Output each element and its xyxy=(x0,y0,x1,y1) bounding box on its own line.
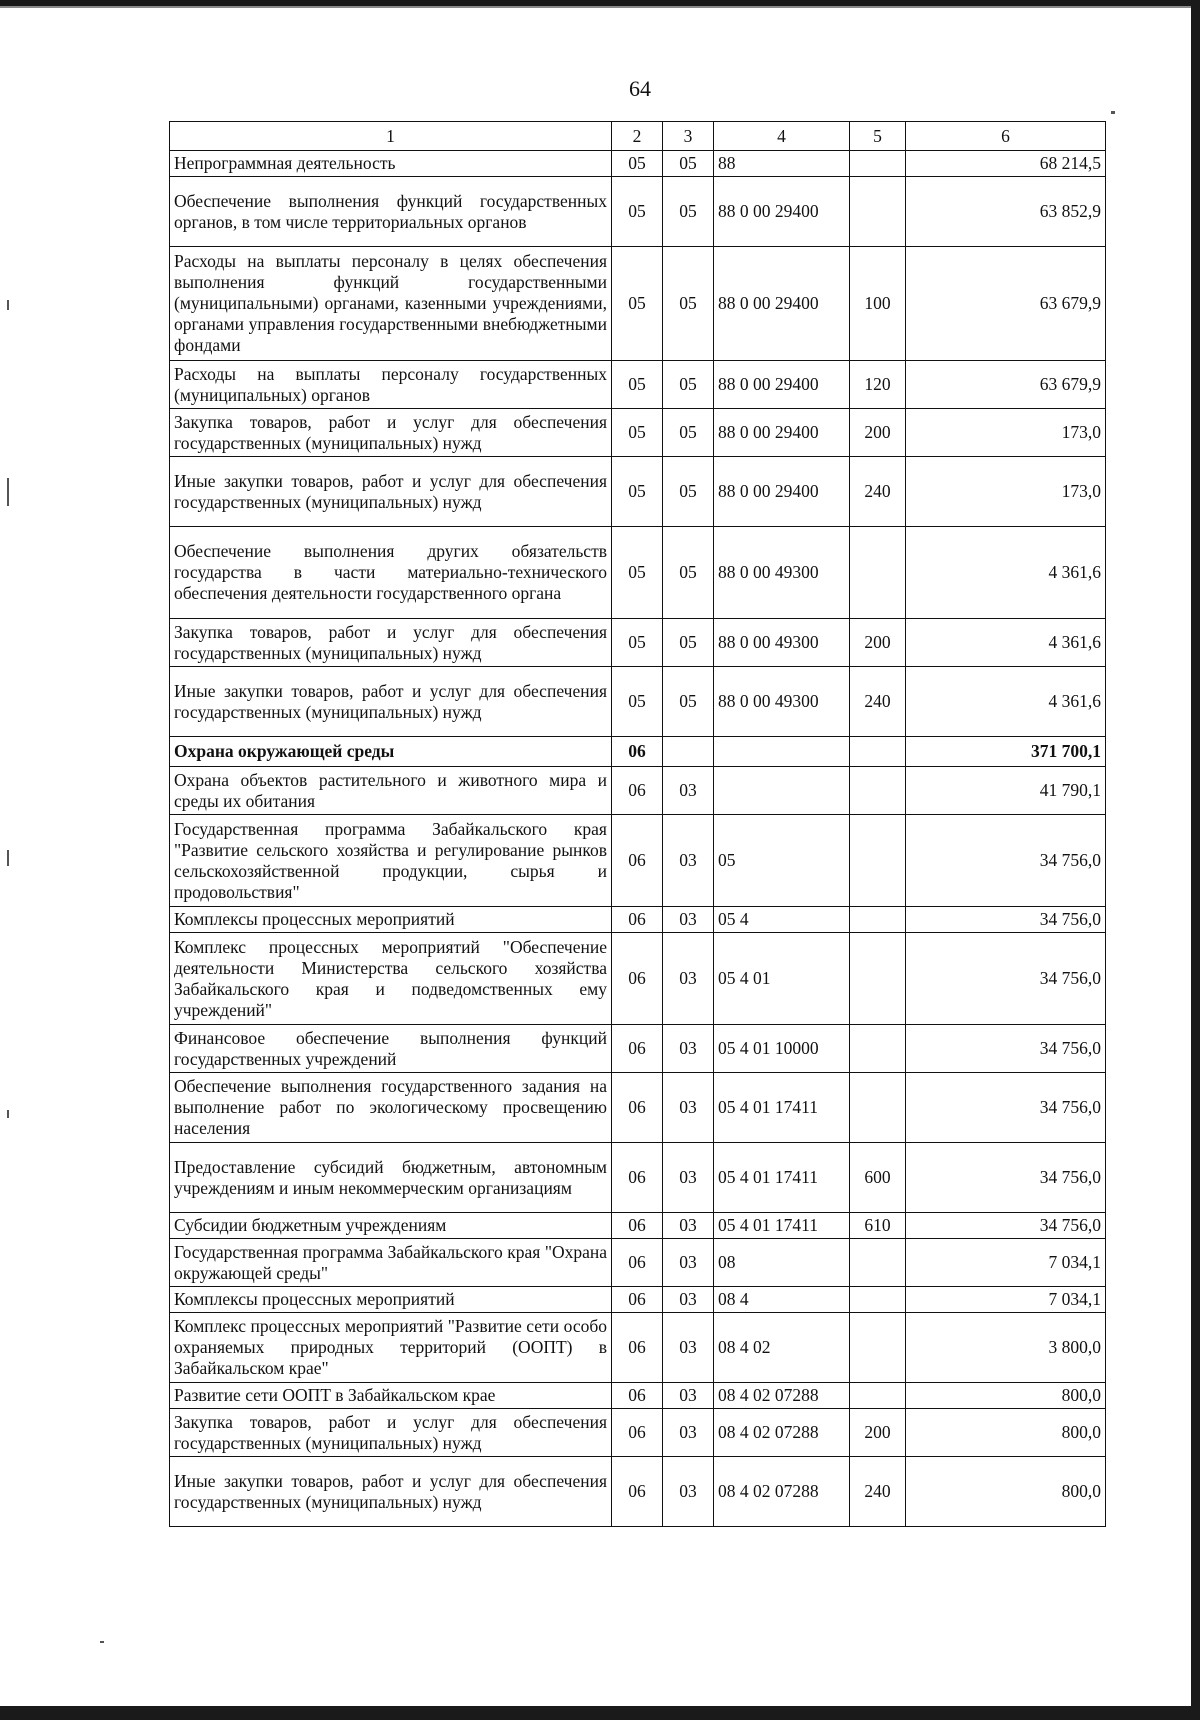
cell-section: 05 xyxy=(612,361,663,409)
cell-target-article: 08 xyxy=(714,1239,850,1287)
cell-amount: 4 361,6 xyxy=(906,619,1106,667)
cell-amount: 7 034,1 xyxy=(906,1239,1106,1287)
cell-amount: 68 214,5 xyxy=(906,151,1106,177)
table-row xyxy=(170,1239,1106,1287)
cell-name: Государственная программа Забайкальского края "Охрана окружающей среды" xyxy=(170,1239,612,1287)
table-row xyxy=(170,1457,1106,1527)
cell-section: 06 xyxy=(612,933,663,1025)
cell-amount: 34 756,0 xyxy=(906,933,1106,1025)
cell-name: Охрана окружающей среды xyxy=(170,737,612,767)
cell-amount: 371 700,1 xyxy=(906,737,1106,767)
cell-target-article: 08 4 xyxy=(714,1287,850,1313)
cell-section: 05 xyxy=(612,151,663,177)
cell-expense-type: 240 xyxy=(850,1457,906,1527)
cell-section: 06 xyxy=(612,1143,663,1213)
cell-subsection: 03 xyxy=(663,1409,714,1457)
cell-subsection: 03 xyxy=(663,1457,714,1527)
cell-section: 06 xyxy=(612,1213,663,1239)
cell-name: Финансовое обеспечение выполнения функций государственных учреждений xyxy=(170,1025,612,1073)
cell-expense-type xyxy=(850,1313,906,1383)
cell-expense-type xyxy=(850,1025,906,1073)
cell-name: Иные закупки товаров, работ и услуг для обеспечения государственных (муниципальных) нужд xyxy=(170,667,612,737)
cell-section: 06 xyxy=(612,907,663,933)
cell-expense-type xyxy=(850,933,906,1025)
cell-target-article: 88 0 00 29400 xyxy=(714,247,850,361)
cell-section: 06 xyxy=(612,1409,663,1457)
cell-target-article: 08 4 02 07288 xyxy=(714,1383,850,1409)
cell-target-article: 88 xyxy=(714,151,850,177)
cell-amount: 63 679,9 xyxy=(906,247,1106,361)
cell-section: 06 xyxy=(612,815,663,907)
cell-expense-type xyxy=(850,767,906,815)
cell-amount: 173,0 xyxy=(906,457,1106,527)
cell-expense-type xyxy=(850,1239,906,1287)
cell-subsection: 05 xyxy=(663,667,714,737)
table-row xyxy=(170,151,1106,177)
table-row xyxy=(170,933,1106,1025)
cell-section: 05 xyxy=(612,177,663,247)
cell-subsection: 05 xyxy=(663,177,714,247)
table-row xyxy=(170,1287,1106,1313)
cell-subsection: 03 xyxy=(663,1383,714,1409)
cell-subsection: 05 xyxy=(663,409,714,457)
cell-section: 06 xyxy=(612,1457,663,1527)
cell-amount: 4 361,6 xyxy=(906,527,1106,619)
table-row xyxy=(170,1143,1106,1213)
cell-amount: 63 852,9 xyxy=(906,177,1106,247)
cell-target-article: 88 0 00 49300 xyxy=(714,527,850,619)
cell-name: Комплексы процессных мероприятий xyxy=(170,1287,612,1313)
cell-expense-type xyxy=(850,1073,906,1143)
cell-name: Государственная программа Забайкальского края "Развитие сельского хозяйства и регулирование рынков сельскохозяйственной продукции, сырья и продовольствия" xyxy=(170,815,612,907)
cell-subsection xyxy=(663,737,714,767)
cell-expense-type: 240 xyxy=(850,457,906,527)
cell-subsection: 05 xyxy=(663,151,714,177)
cell-expense-type xyxy=(850,737,906,767)
column-header: 3 xyxy=(663,122,714,151)
cell-subsection: 05 xyxy=(663,457,714,527)
cell-name: Иные закупки товаров, работ и услуг для обеспечения государственных (муниципальных) нужд xyxy=(170,1457,612,1527)
cell-section: 05 xyxy=(612,457,663,527)
cell-name: Обеспечение выполнения других обязательств государства в части материально-технического обеспечения деятельности государственного органа xyxy=(170,527,612,619)
cell-section: 05 xyxy=(612,247,663,361)
cell-name: Закупка товаров, работ и услуг для обеспечения государственных (муниципальных) нужд xyxy=(170,619,612,667)
cell-name: Развитие сети ООПТ в Забайкальском крае xyxy=(170,1383,612,1409)
cell-subsection: 03 xyxy=(663,1239,714,1287)
cell-subsection: 05 xyxy=(663,361,714,409)
cell-expense-type: 600 xyxy=(850,1143,906,1213)
cell-expense-type xyxy=(850,177,906,247)
cell-name: Комплекс процессных мероприятий "Развитие сети особо охраняемых природных территорий (ООПТ) в Забайкальском крае" xyxy=(170,1313,612,1383)
cell-subsection: 03 xyxy=(663,907,714,933)
cell-section: 06 xyxy=(612,767,663,815)
cell-target-article: 05 xyxy=(714,815,850,907)
table-row xyxy=(170,1213,1106,1239)
cell-section: 06 xyxy=(612,1287,663,1313)
cell-name: Обеспечение выполнения государственного задания на выполнение работ по экологическому просвещению населения xyxy=(170,1073,612,1143)
cell-name: Иные закупки товаров, работ и услуг для обеспечения государственных (муниципальных) нужд xyxy=(170,457,612,527)
cell-name: Комплекс процессных мероприятий "Обеспечение деятельности Министерства сельского хозяйства Забайкальского края и подведомственных ему учреждений" xyxy=(170,933,612,1025)
cell-target-article: 05 4 01 10000 xyxy=(714,1025,850,1073)
cell-expense-type: 240 xyxy=(850,667,906,737)
table-row xyxy=(170,409,1106,457)
scan-speck xyxy=(7,478,9,506)
cell-section: 06 xyxy=(612,1383,663,1409)
cell-target-article: 88 0 00 29400 xyxy=(714,457,850,527)
cell-expense-type xyxy=(850,1287,906,1313)
cell-amount: 34 756,0 xyxy=(906,1213,1106,1239)
cell-name: Закупка товаров, работ и услуг для обеспечения государственных (муниципальных) нужд xyxy=(170,1409,612,1457)
scan-edge-right xyxy=(1191,0,1200,1720)
column-header: 4 xyxy=(714,122,850,151)
scan-speck xyxy=(7,300,9,310)
column-header: 1 xyxy=(170,122,612,151)
table-row xyxy=(170,619,1106,667)
cell-name: Субсидии бюджетным учреждениям xyxy=(170,1213,612,1239)
cell-expense-type xyxy=(850,1383,906,1409)
cell-amount: 34 756,0 xyxy=(906,907,1106,933)
table-row xyxy=(170,527,1106,619)
cell-target-article: 05 4 01 xyxy=(714,933,850,1025)
table-row xyxy=(170,907,1106,933)
cell-name: Расходы на выплаты персоналу государственных (муниципальных) органов xyxy=(170,361,612,409)
table-row xyxy=(170,667,1106,737)
cell-expense-type xyxy=(850,907,906,933)
cell-target-article: 88 0 00 49300 xyxy=(714,619,850,667)
scan-speck xyxy=(7,1110,9,1118)
table-row xyxy=(170,1409,1106,1457)
cell-subsection: 05 xyxy=(663,619,714,667)
cell-subsection: 03 xyxy=(663,1287,714,1313)
cell-subsection: 03 xyxy=(663,933,714,1025)
table-row xyxy=(170,767,1106,815)
cell-amount: 4 361,6 xyxy=(906,667,1106,737)
column-header: 6 xyxy=(906,122,1106,151)
table-row xyxy=(170,1383,1106,1409)
cell-target-article: 05 4 01 17411 xyxy=(714,1143,850,1213)
cell-expense-type xyxy=(850,151,906,177)
table-row xyxy=(170,457,1106,527)
cell-target-article: 88 0 00 49300 xyxy=(714,667,850,737)
scan-speck xyxy=(1111,111,1115,114)
table-row xyxy=(170,1313,1106,1383)
table-header-row xyxy=(170,122,1106,151)
scan-speck xyxy=(7,850,9,866)
cell-expense-type: 200 xyxy=(850,409,906,457)
budget-table xyxy=(169,121,1106,1527)
cell-target-article: 05 4 xyxy=(714,907,850,933)
cell-subsection: 03 xyxy=(663,1025,714,1073)
cell-name: Обеспечение выполнения функций государственных органов, в том числе территориальных органов xyxy=(170,177,612,247)
table-row xyxy=(170,815,1106,907)
cell-section: 06 xyxy=(612,1025,663,1073)
cell-amount: 800,0 xyxy=(906,1457,1106,1527)
cell-section: 06 xyxy=(612,1239,663,1287)
table-row xyxy=(170,737,1106,767)
cell-expense-type: 100 xyxy=(850,247,906,361)
cell-target-article: 08 4 02 xyxy=(714,1313,850,1383)
cell-subsection: 03 xyxy=(663,1213,714,1239)
cell-subsection: 03 xyxy=(663,1313,714,1383)
scan-edge-top-shadow xyxy=(0,6,1200,8)
table-row xyxy=(170,247,1106,361)
cell-section: 06 xyxy=(612,1073,663,1143)
cell-amount: 41 790,1 xyxy=(906,767,1106,815)
cell-name: Предоставление субсидий бюджетным, автономным учреждениям и иным некоммерческим организациям xyxy=(170,1143,612,1213)
cell-target-article: 05 4 01 17411 xyxy=(714,1073,850,1143)
cell-target-article xyxy=(714,737,850,767)
cell-name: Непрограммная деятельность xyxy=(170,151,612,177)
cell-section: 06 xyxy=(612,737,663,767)
table-row xyxy=(170,361,1106,409)
cell-section: 05 xyxy=(612,667,663,737)
cell-target-article: 88 0 00 29400 xyxy=(714,361,850,409)
cell-target-article: 05 4 01 17411 xyxy=(714,1213,850,1239)
cell-expense-type: 610 xyxy=(850,1213,906,1239)
cell-section: 05 xyxy=(612,619,663,667)
cell-subsection: 03 xyxy=(663,767,714,815)
cell-target-article: 08 4 02 07288 xyxy=(714,1409,850,1457)
cell-amount: 3 800,0 xyxy=(906,1313,1106,1383)
cell-subsection: 03 xyxy=(663,815,714,907)
cell-expense-type xyxy=(850,527,906,619)
table-row xyxy=(170,177,1106,247)
cell-subsection: 05 xyxy=(663,527,714,619)
cell-amount: 63 679,9 xyxy=(906,361,1106,409)
cell-amount: 7 034,1 xyxy=(906,1287,1106,1313)
cell-target-article: 88 0 00 29400 xyxy=(714,409,850,457)
cell-subsection: 03 xyxy=(663,1073,714,1143)
column-header: 2 xyxy=(612,122,663,151)
cell-amount: 34 756,0 xyxy=(906,1025,1106,1073)
cell-section: 05 xyxy=(612,409,663,457)
cell-name: Закупка товаров, работ и услуг для обеспечения государственных (муниципальных) нужд xyxy=(170,409,612,457)
cell-target-article: 88 0 00 29400 xyxy=(714,177,850,247)
page-number: 64 xyxy=(629,76,651,101)
column-header: 5 xyxy=(850,122,906,151)
cell-name: Расходы на выплаты персоналу в целях обеспечения выполнения функций государственными (муниципальными) органами, казенными учреждениями, органами управления государственными внебюджетными фондами xyxy=(170,247,612,361)
cell-name: Комплексы процессных мероприятий xyxy=(170,907,612,933)
cell-amount: 34 756,0 xyxy=(906,1073,1106,1143)
cell-target-article: 08 4 02 07288 xyxy=(714,1457,850,1527)
cell-amount: 173,0 xyxy=(906,409,1106,457)
cell-target-article xyxy=(714,767,850,815)
cell-section: 05 xyxy=(612,527,663,619)
cell-amount: 800,0 xyxy=(906,1383,1106,1409)
cell-expense-type xyxy=(850,815,906,907)
scan-speck xyxy=(100,1641,104,1643)
cell-name: Охрана объектов растительного и животного мира и среды их обитания xyxy=(170,767,612,815)
cell-subsection: 05 xyxy=(663,247,714,361)
cell-section: 06 xyxy=(612,1313,663,1383)
cell-expense-type: 200 xyxy=(850,1409,906,1457)
cell-amount: 34 756,0 xyxy=(906,1143,1106,1213)
scan-edge-bottom xyxy=(0,1706,1200,1720)
cell-expense-type: 200 xyxy=(850,619,906,667)
cell-amount: 34 756,0 xyxy=(906,815,1106,907)
cell-subsection: 03 xyxy=(663,1143,714,1213)
cell-amount: 800,0 xyxy=(906,1409,1106,1457)
table-row xyxy=(170,1025,1106,1073)
table-row xyxy=(170,1073,1106,1143)
cell-expense-type: 120 xyxy=(850,361,906,409)
